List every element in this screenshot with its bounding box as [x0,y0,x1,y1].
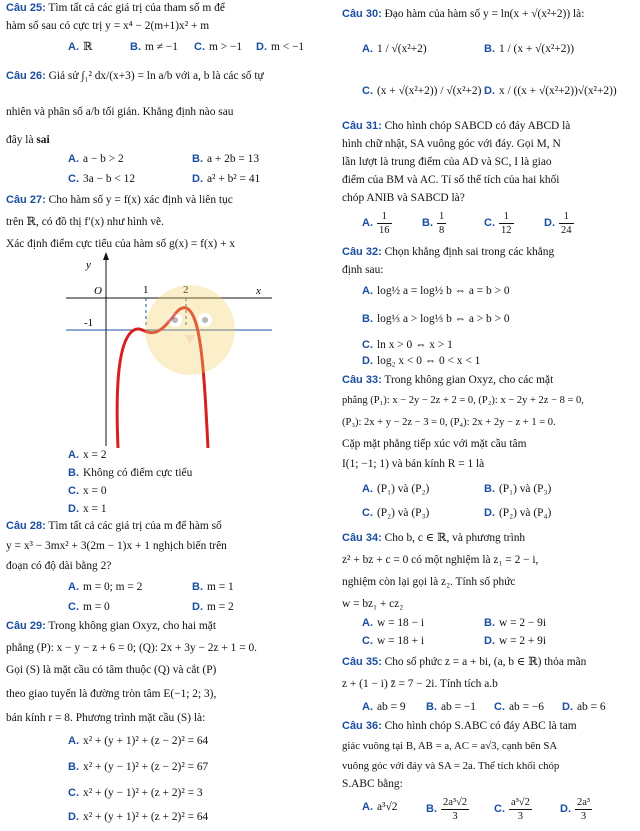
y-axis-arrow [103,252,109,260]
q34-option-c[interactable]: C. w = 18 + i [362,635,425,647]
q25-text-1: Tìm tất cả các giá trị của tham số m để [48,2,225,14]
q33-option-c[interactable]: C. (P₂) và (P₃) [362,507,430,519]
q36-stem [342,718,577,735]
q25-number: Câu 25: [6,2,46,14]
q32-stem [342,244,554,261]
q36-option-c[interactable]: C. $\frac{\text{a³√2}}{3}$ [494,797,530,822]
q31-option-b[interactable]: B. $\frac{1}{8}$ [422,211,445,236]
q25-option-a[interactable]: A. ℝ [68,41,93,53]
q36-text-4: S.ABC bằng: [342,778,403,790]
q25-option-b[interactable]: B. m ≠ −1 [130,41,178,53]
q28-text-3: đoạn có độ dài bằng 2? [6,560,112,572]
q34-text-4: w = bz₁ + cz₂ [342,598,404,610]
q29-text-1: Trong không gian Oxyz, cho hai mặt [48,620,216,632]
q30-text: Đạo hàm của hàm số y = ln(x + √(x²+2)) là: [384,8,585,20]
q27-option-d[interactable]: D. x = 1 [68,503,107,515]
q35-text-1: Cho số phức z = a + bi, (a, b ∈ ℝ) thỏa mãn [384,656,587,668]
q33-text-5: I(1; −1; 1) và bán kính R = 1 là [342,458,485,470]
q31-text-4: điểm của BM và AC. Tỉ số thể tích của hai khối [342,174,560,186]
q30-option-a[interactable]: A. 1 / √(x²+2) [362,43,427,55]
f-prime-curve [117,308,208,448]
q33-option-b[interactable]: B. (P₁) và (P₃) [484,483,552,495]
q28-option-a[interactable]: A. m = 0; m = 2 [68,581,143,593]
q36-option-a[interactable]: A. a³√2 [362,801,398,813]
q31-text-3: lần lượt là trung điểm của AD và SC, I là giao [342,156,552,168]
q36-option-d[interactable]: D. $\frac{\text{2a³}}{3}$ [560,797,591,822]
tick-2: 2 [183,284,189,296]
q31-stem [342,118,570,135]
q28-number: Câu 28: [6,520,46,532]
q35-stem [342,654,586,671]
q34-number: Câu 34: [342,532,382,544]
q31-option-c[interactable]: C. $\frac{1}{12}$ [484,211,512,236]
q27-text-1: Cho hàm số y = f(x) xác định và liên tục [48,194,233,206]
q31-text-1: Cho hình chóp SABCD có đáy ABCD là [384,120,571,132]
q32-number: Câu 32: [342,246,382,258]
q30-number: Câu 30: [342,8,382,20]
q26-text-3: đây là sai [6,134,50,146]
q36-text-1: Cho hình chóp S.ABC có đáy ABC là tam [384,720,577,732]
q31-number: Câu 31: [342,120,382,132]
q26-option-d[interactable]: D. a² + b² = 41 [192,173,261,185]
q30-option-b[interactable]: B. 1 / (x + √(x²+2)) [484,43,575,55]
q35-number: Câu 35: [342,656,382,668]
q27-text-2: trên ℝ, có đồ thị f′(x) như hình vẽ. [6,216,164,228]
q33-text-2: phẳng (P₁): x − 2y − 2z + 2 = 0, (P₂): x − 2y + 2z − 8 = 0, [342,395,584,406]
q35-option-d[interactable]: D. ab = 6 [562,701,606,713]
q36-option-b[interactable]: B. $\frac{\text{2a³√2}}{3}$ [426,797,468,822]
q26-stem [6,68,264,85]
q25-option-c[interactable]: C. m > −1 [194,41,243,53]
q34-text-2: z² + bz + c = 0 có một nghiệm là z₁ = 2 − i, [342,554,539,566]
q27-option-c[interactable]: C. x = 0 [68,485,107,497]
q26-option-b[interactable]: B. a + 2b = 13 [192,153,260,165]
q27-stem [6,192,233,209]
q26-option-c[interactable]: C. 3a − b < 12 [68,173,136,185]
q34-option-d[interactable]: D. w = 2 + 9i [484,635,547,647]
q27-option-b[interactable]: B. Không có điểm cực tiểu [68,467,193,479]
q34-text-3: nghiệm còn lại gọi là z₂. Tính số phức [342,576,516,588]
q33-text-3: (P₃): 2x + y − 2z − 3 = 0, (P₄): 2x + 2y − z + 1 = 0. [342,417,556,428]
q28-option-c[interactable]: C. m = 0 [68,601,110,613]
q31-option-d[interactable]: D. $\frac{1}{24}$ [544,211,572,236]
q33-number: Câu 33: [342,374,382,386]
q29-option-b[interactable]: B. x² + (y − 1)² + (z − 2)² = 67 [68,761,209,773]
q29-text-5: bán kính r = 8. Phương trình mặt cầu (S) là: [6,712,206,724]
q26-number: Câu 26: [6,70,46,82]
q28-text-2: y = x³ − 3mx² + 3(2m − 1)x + 1 nghịch biến trên [6,540,227,552]
tick-1: 1 [143,284,149,296]
q34-text-1: Cho b, c ∈ ℝ, và phương trình [384,532,526,544]
q31-text-2: hình chữ nhật, SA vuông góc với đáy. Gọi M, N [342,138,561,150]
q33-option-a[interactable]: A. (P₁) và (P₂) [362,483,430,495]
q33-option-d[interactable]: D. (P₂) và (P₄) [484,507,552,519]
q31-option-a[interactable]: A. $\frac{1}{16}$ [362,211,390,236]
y-label: y [86,259,91,271]
q36-text-3: vuông góc với đáy và SA = 2a. Thể tích khối chóp [342,760,560,772]
q35-option-a[interactable]: A. ab = 9 [362,701,406,713]
q34-option-a[interactable]: A. w = 18 − i [362,617,425,629]
q28-text-1: Tìm tất cả các giá trị của m để hàm số [48,520,222,532]
q36-number: Câu 36: [342,720,382,732]
q29-option-d[interactable]: D. x² + (y + 1)² + (z + 2)² = 64 [68,811,209,823]
x-label: x [256,285,261,297]
q35-text-2: z + (1 − i) z̄ = 7 − 2i. Tính tích a.b [342,678,498,690]
q27-number: Câu 27: [6,194,46,206]
q28-option-b[interactable]: B. m = 1 [192,581,234,593]
q29-text-2: phẳng (P): x − y − z + 6 = 0; (Q): 2x + 3y − 2z + 1 = 0. [6,642,258,654]
q32-option-a[interactable]: A. log½ a = log½ b ⇔ a = b > 0 [362,285,510,297]
derivative-graph [46,250,276,450]
q32-option-c[interactable]: C. ln x > 0 ⇔ x > 1 [362,339,453,351]
q32-option-d[interactable]: D. log₂ x < 0 ⇔ 0 < x < 1 [362,355,481,367]
q29-text-4: theo giao tuyến là đường tròn tâm E(−1; 2; 3), [6,688,217,700]
q35-option-c[interactable]: C. ab = −6 [494,701,544,713]
q30-stem [342,6,584,23]
q34-option-b[interactable]: B. w = 2 − 9i [484,617,547,629]
q27-option-a[interactable]: A. x = 2 [68,449,107,461]
tick-minus-1: -1 [84,317,94,329]
q26-text-1: Giả sử ∫₁² dx/(x+3) = ln a/b với a, b là các số tự [48,70,264,82]
q25-stem [6,0,225,17]
q36-text-2: giác vuông tại B, AB = a, AC = a√3, cạnh bên SA [342,740,558,752]
q33-text-1: Trong không gian Oxyz, cho các mặt [384,374,554,386]
q30-option-d[interactable]: D. x / ((x + √(x²+2))√(x²+2)) [484,85,617,97]
q32-option-b[interactable]: B. log⅓ a > log⅓ b ⇔ a > b > 0 [362,313,510,325]
q26-text-2: nhiên và phân số a/b tối giản. Khẳng định nào sau [6,106,234,118]
origin-label: O [94,285,102,297]
q26-option-a[interactable]: A. a − b > 2 [68,153,124,165]
q27-text-3: Xác định điểm cực tiểu của hàm số g(x) = f(x) + x [6,238,236,250]
q32-text-2: định sau: [342,264,384,276]
q25-option-d[interactable]: D. m < −1 [256,41,305,53]
q33-stem [342,372,553,389]
q29-number: Câu 29: [6,620,46,632]
q32-text-1: Chọn khẳng định sai trong các khẳng [384,246,555,258]
q29-option-a[interactable]: A. x² + (y + 1)² + (z − 2)² = 64 [68,735,209,747]
q29-stem [6,618,216,635]
q25-text-2: hàm số sau có cực trị y = x⁴ − 2(m+1)x² + m [6,20,210,32]
q28-stem [6,518,222,535]
q29-text-3: Gọi (S) là mặt cầu có tâm thuộc (Q) và cắt (P) [6,664,217,676]
q30-option-c[interactable]: C. (x + √(x²+2)) / √(x²+2) [362,85,482,97]
q28-option-d[interactable]: D. m = 2 [192,601,234,613]
q31-text-5: chóp ANIB và SABCD là? [342,192,465,204]
q33-text-4: Cặp mặt phẳng tiếp xúc với mặt cầu tâm [342,438,527,450]
q34-stem [342,530,525,547]
q35-option-b[interactable]: B. ab = −1 [426,701,476,713]
q29-option-c[interactable]: C. x² + (y − 1)² + (z + 2)² = 3 [68,787,203,799]
